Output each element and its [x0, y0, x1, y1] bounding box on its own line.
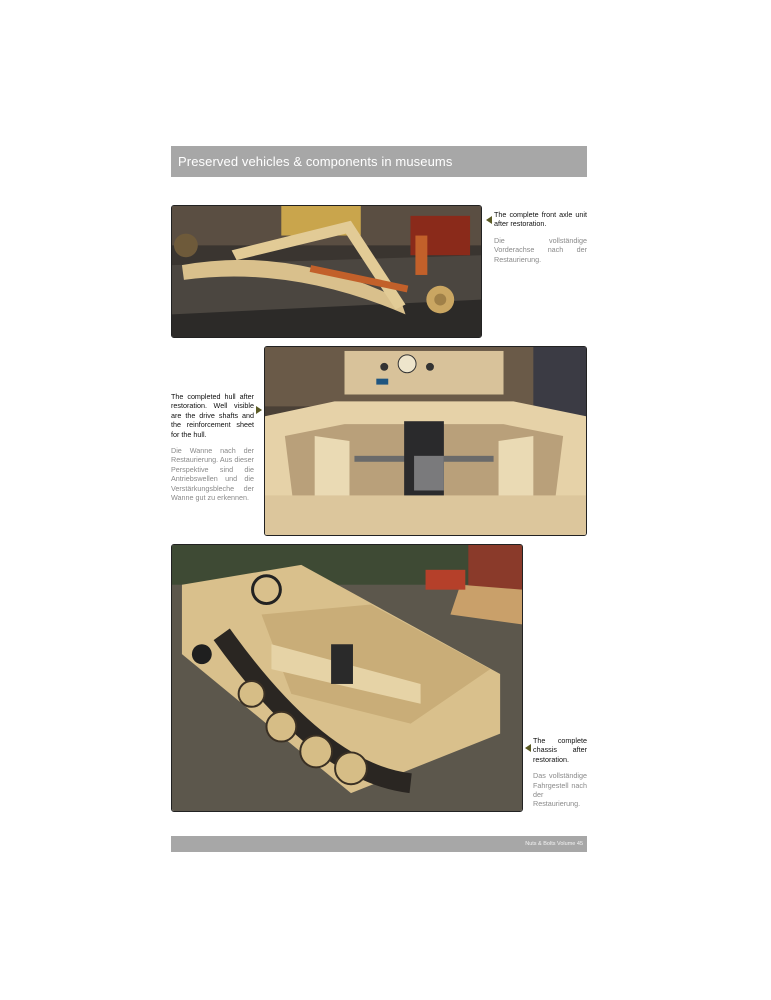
caption-hull-en: The completed hull after restoration. Well visible are the drive shafts and the reinforcement sheet for the hull. — [171, 392, 254, 439]
caption-pointer-arrow — [525, 744, 531, 752]
page-footer — [171, 836, 587, 852]
caption-hull-de: Die Wanne nach der Restaurierung. Aus dieser Perspektive sind die Antriebswellen und die Verstärkungsbleche der Wanne gut zu erkennen. — [171, 446, 254, 503]
photo-hull — [264, 346, 587, 536]
photo-front-axle — [171, 205, 482, 338]
caption-front-axle — [494, 210, 587, 264]
caption-pointer-arrow — [256, 406, 262, 414]
photo-chassis — [171, 544, 523, 812]
caption-pointer-arrow — [486, 216, 492, 224]
caption-front-axle-de: Die vollständige Vorderachse nach der Restaurierung. — [494, 235, 587, 264]
caption-chassis-en: The complete chassis after restoration. — [533, 736, 587, 764]
footer-text: Nuts & Bolts Volume 45 — [525, 841, 583, 847]
caption-chassis-de: Das vollständige Fahrgestell nach der Restaurierung. — [533, 771, 587, 809]
caption-chassis — [533, 736, 587, 809]
section-title: Preserved vehicles & components in museums — [178, 154, 453, 169]
caption-front-axle-en: The complete front axle unit after restoration. — [494, 210, 587, 229]
section-header — [171, 146, 587, 177]
caption-hull — [171, 392, 254, 502]
